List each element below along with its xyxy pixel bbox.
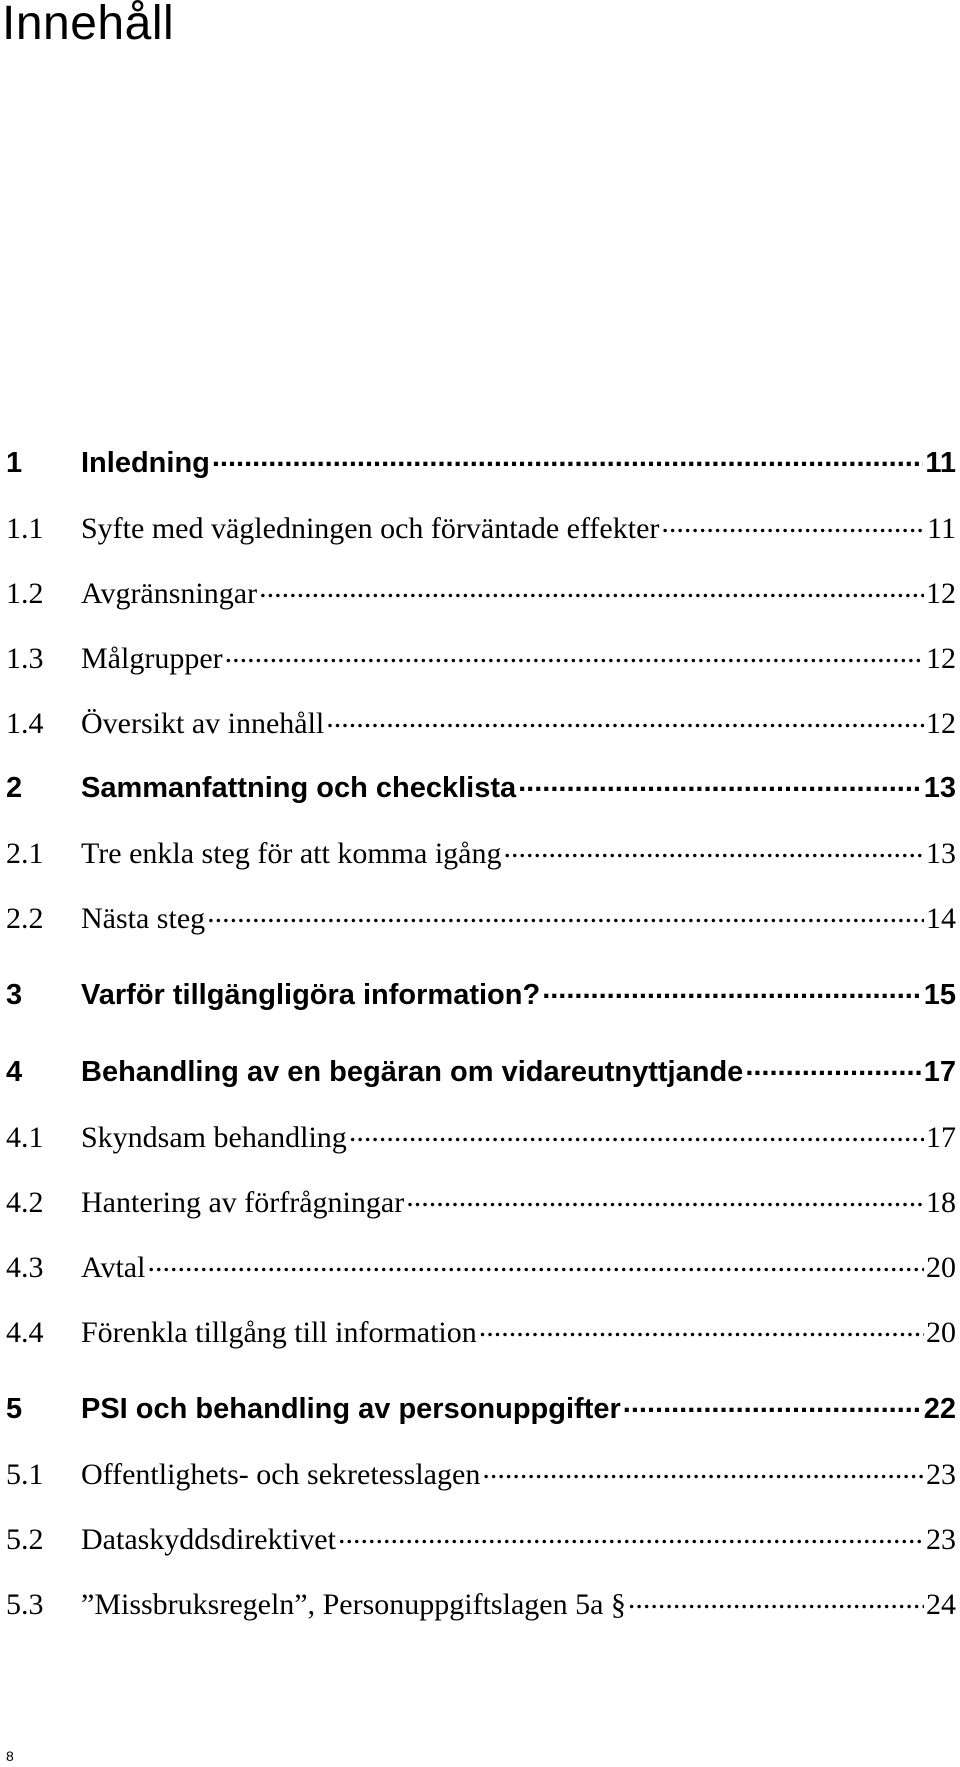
toc-number: 3: [6, 979, 23, 1011]
table-of-contents: [6, 443, 956, 1649]
dot-leader: [542, 975, 922, 1004]
toc-page: 15: [923, 979, 956, 1011]
toc-label: Tre enkla steg för att komma igång: [81, 837, 502, 870]
toc-page: 12: [926, 642, 956, 675]
dot-leader: [207, 898, 924, 928]
toc-page: 12: [926, 577, 956, 610]
dot-leader: [326, 703, 924, 733]
dot-leader: [503, 833, 924, 863]
toc-label: Avtal: [81, 1251, 146, 1284]
toc-entry[interactable]: [6, 898, 956, 963]
toc-label: Syfte med vägledningen och förväntade effekter: [81, 512, 660, 545]
toc-label: Offentlighets- och sekretesslagen: [81, 1458, 481, 1491]
toc-page: 17: [923, 1056, 956, 1088]
dot-leader: [482, 1454, 924, 1484]
toc-entry[interactable]: [6, 1052, 956, 1117]
toc-page: 18: [926, 1186, 956, 1219]
toc-label: Sammanfattning och checklista: [81, 772, 517, 804]
toc-entry[interactable]: [6, 1247, 956, 1312]
toc-page: 12: [926, 707, 956, 740]
toc-entry[interactable]: [6, 1389, 956, 1454]
toc-label: Varför tillgängligöra information?: [81, 979, 541, 1011]
page-number: 8: [6, 1748, 14, 1764]
toc-number: 4.1: [6, 1121, 44, 1154]
toc-number: 5.2: [6, 1523, 44, 1556]
dot-leader: [745, 1052, 921, 1081]
page-title: Innehåll: [2, 0, 175, 50]
toc-page: 20: [926, 1251, 956, 1284]
toc-label: Översikt av innehåll: [81, 707, 325, 740]
dot-leader: [349, 1117, 924, 1147]
dot-leader: [225, 638, 924, 668]
toc-page: 20: [926, 1316, 956, 1349]
toc-page: 24: [926, 1588, 956, 1621]
toc-entry[interactable]: [6, 573, 956, 638]
toc-number: 5.1: [6, 1458, 44, 1491]
toc-label: Målgrupper: [81, 642, 223, 675]
toc-page: 11: [927, 512, 956, 545]
toc-label: Inledning: [81, 447, 210, 479]
toc-number: 1.2: [6, 577, 44, 610]
toc-number: 1.1: [6, 512, 44, 545]
dot-leader: [147, 1247, 924, 1277]
dot-leader: [338, 1519, 924, 1549]
toc-label: ”Missbruksregeln”, Personuppgiftslagen 5a §: [81, 1588, 626, 1621]
toc-number: 4.4: [6, 1316, 44, 1349]
toc-page: 22: [923, 1393, 956, 1425]
toc-entry[interactable]: [6, 1117, 956, 1182]
toc-entry[interactable]: [6, 768, 956, 833]
toc-number: 4: [6, 1056, 23, 1088]
toc-label: Dataskyddsdirektivet: [81, 1523, 336, 1556]
toc-entry[interactable]: [6, 638, 956, 703]
toc-label: Skyndsam behandling: [81, 1121, 347, 1154]
toc-label: Förenkla tillgång till information: [81, 1316, 477, 1349]
toc-label: Hantering av förfrågningar: [81, 1186, 405, 1219]
toc-entry[interactable]: [6, 833, 956, 898]
toc-page: 23: [926, 1458, 956, 1491]
toc-entry[interactable]: [6, 1584, 956, 1649]
toc-label: Avgränsningar: [81, 577, 258, 610]
toc-number: 2.1: [6, 837, 44, 870]
dot-leader: [406, 1182, 924, 1212]
toc-entry[interactable]: [6, 703, 956, 768]
toc-page: 11: [925, 447, 956, 479]
dot-leader: [623, 1389, 922, 1418]
toc-number: 5: [6, 1393, 23, 1425]
toc-entry[interactable]: [6, 1312, 956, 1377]
toc-number: 1: [6, 447, 23, 479]
toc-entry[interactable]: [6, 1454, 956, 1519]
toc-label: Nästa steg: [81, 902, 206, 935]
toc-entry[interactable]: [6, 1519, 956, 1584]
toc-entry[interactable]: [6, 508, 956, 573]
toc-entry[interactable]: [6, 443, 956, 508]
toc-number: 4.3: [6, 1251, 44, 1284]
toc-entry[interactable]: [6, 1182, 956, 1247]
dot-leader: [518, 768, 922, 797]
dot-leader: [212, 443, 923, 472]
toc-number: 1.4: [6, 707, 44, 740]
toc-page: 23: [926, 1523, 956, 1556]
toc-number: 4.2: [6, 1186, 44, 1219]
toc-entry[interactable]: [6, 975, 956, 1040]
toc-number: 5.3: [6, 1588, 44, 1621]
dot-leader: [661, 508, 925, 538]
toc-page: 13: [926, 837, 956, 870]
dot-leader: [479, 1312, 924, 1342]
toc-label: PSI och behandling av personuppgifter: [81, 1393, 621, 1425]
toc-number: 1.3: [6, 642, 44, 675]
toc-page: 14: [926, 902, 956, 935]
toc-page: 17: [926, 1121, 956, 1154]
dot-leader: [628, 1584, 924, 1614]
toc-number: 2: [6, 772, 23, 804]
toc-page: 13: [923, 772, 956, 804]
dot-leader: [259, 573, 924, 603]
toc-label: Behandling av en begäran om vidareutnyttjande: [81, 1056, 744, 1088]
toc-number: 2.2: [6, 902, 44, 935]
